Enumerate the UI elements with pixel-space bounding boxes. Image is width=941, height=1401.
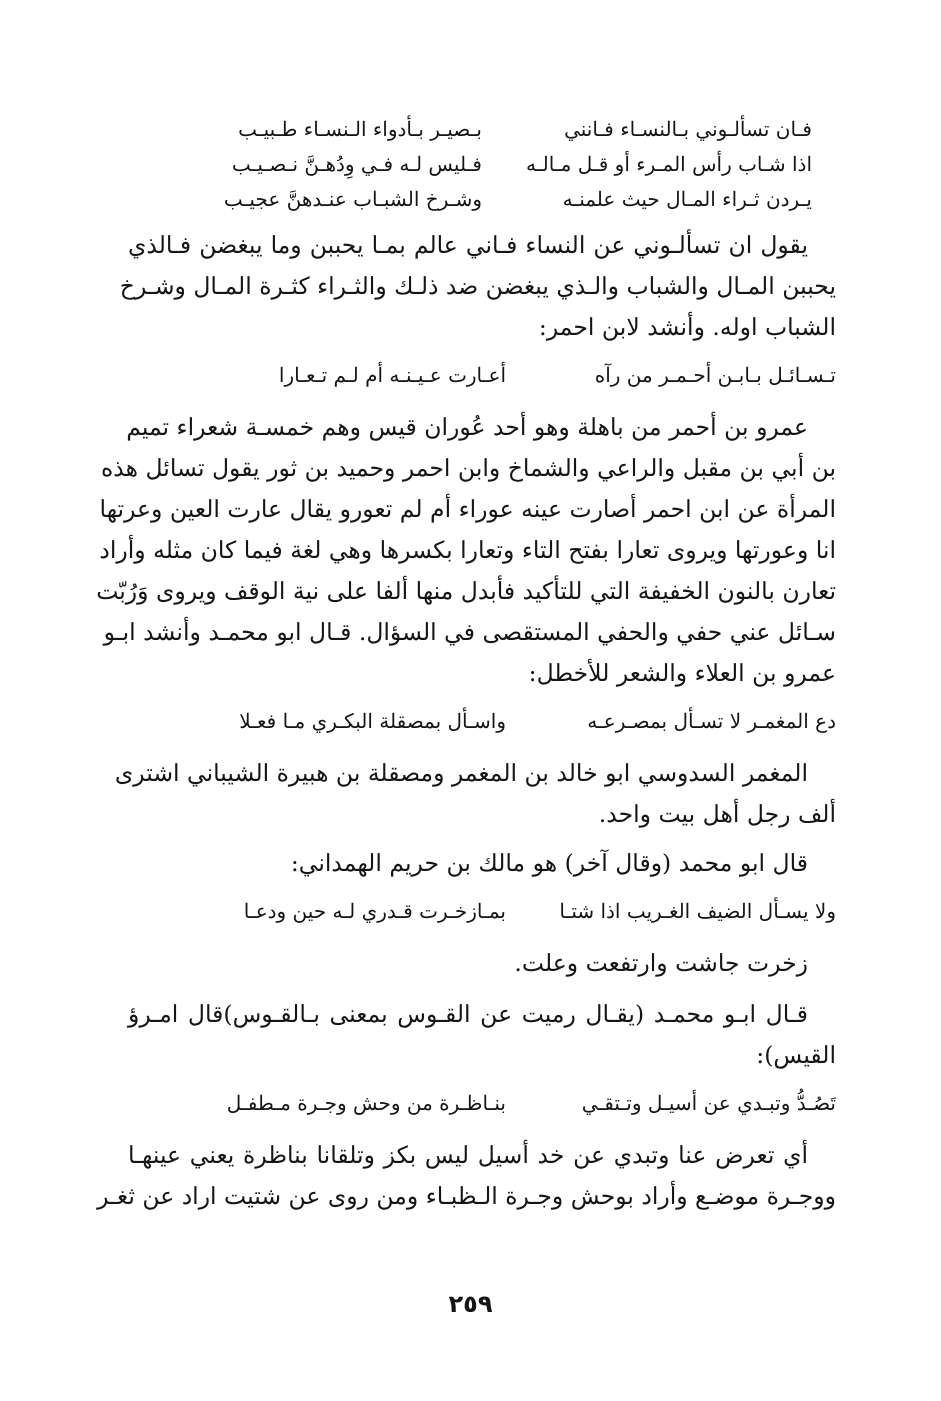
paragraph-commentary-4 [128,994,836,1076]
verse-line [182,147,812,182]
hemistich-second: واسـأل بمصقلة البكـري مـا فعـلا [239,709,506,733]
verse-line [182,182,812,217]
paragraph-commentary-3 [114,753,836,835]
page-number: ٢٥٩ [448,1290,493,1318]
hemistich-first: فـان تسألـوني بـالنسـاء فـانني [564,117,812,141]
paragraph-attribution: قال ابو محمد (وقال آخر) هو مالك بن حريم الهمداني: [290,849,808,877]
text-line: تعارن بالنون الخفيفة التي للتأكيد فأبدل منها ألفا على نية الوقف ويروى وَرُبّت [96,577,836,605]
text-line: القيس): [756,1041,836,1069]
text-line: المغمر السدوسي ابو خالد بن المغمر ومصقلة بن هبيرة الشيباني اشترى [114,759,808,787]
hemistich-second: بمـازخـرت قـدري لـه حين ودعـا [243,899,506,923]
text-line: قـال ابـو محمـد (يقـال رميت عن القـوس بمعنى بـالقـوس)قال امـرؤ [128,1000,808,1028]
verse-line-hamdani [206,894,836,929]
text-line: عمرو بن العلاء والشعر للأخطل: [528,659,836,687]
page-content [96,112,836,1225]
hemistich-first: تَصُـدُّ وتبـدي عن أسيـل وتـتقـي [581,1091,836,1115]
verse-line-ibn-ahmar [206,358,836,393]
text-line: المرأة عن ابن احمر أصارت عينه عوراء أم لم تعورو يقال عارت العين وعرتها [99,495,836,523]
hemistich-second: بـصيـر بـأدواء الـنسـاء طـبيـب [238,117,482,141]
text-line: أي تعرض عنا وتبدي عن خد أسيل ليس بكز وتلقانا بناظرة يعني عينهـا [128,1141,808,1169]
hemistich-first: يـردن ثـراء المـال حيث علمنـه [562,187,812,211]
text-line: ألف رجل أهل بيت واحد. [598,800,836,828]
hemistich-first: تـسـائـل بـابـن أحـمـر من رآه [594,363,836,387]
text-line: انا وعورتها ويروى تعارا بفتح التاء وتعارا بكسرها وهي لغة فيما كان مثله وأراد [99,536,836,564]
verse-block-top [128,112,836,217]
paragraph-gloss: زخرت جاشت وارتفعت وعلت. [514,949,808,977]
paragraph-commentary-2 [96,407,836,694]
hemistich-first: اذا شـاب رأس المـرء أو قـل مـالـه [526,152,812,176]
paragraph-commentary-1 [119,225,836,348]
text-line: يحببن المـال والشباب والـذي يبغضن ضد ذلـك والثـراء كثـرة المـال وشـرخ [119,272,836,300]
verse-line-akhtal [206,704,836,739]
hemistich-second: أعـارت عـيـنـه أم لـم تـعـارا [278,363,506,387]
text-line: سـائل عني حفي والحفي المستقصى في السؤال. قـال ابو محمـد وأنشد ابـو [103,618,836,646]
verse-line-imru-al-qays [206,1086,836,1121]
text-line: عمرو بن أحمر من باهلة وهو أحد عُوران قيس وهم خمسـة شعراء تميم [126,413,808,441]
text-line: يقول ان تسألـوني عن النساء فـاني عالم بمـا يحببن وما يبغضن فـالذي [128,231,808,259]
text-line: الشباب اوله. وأنشد لابن احمر: [538,313,836,341]
paragraph-commentary-5 [97,1135,836,1217]
text-line: ووجـرة موضـع وأراد بوحش وجـرة الـظبـاء ومن روى عن شتيت اراد عن ثغـر [97,1182,836,1210]
hemistich-first: ولا يسـأل الضيف الغـريب اذا شتـا [559,899,836,923]
hemistich-second: فـليس لـه فـي وِدُهـنَّ نـصـيـب [231,152,482,176]
verse-line [182,112,812,147]
hemistich-first: دع المغمـر لا تسـأل بمصـرعـه [587,709,836,733]
hemistich-second: بنـاظـرة من وحش وجـرة مـطفـل [226,1091,506,1115]
hemistich-second: وشـرخ الشبـاب عنـدهنَّ عجيـب [223,187,482,211]
text-line: بن أبي بن مقبل والراعي والشماخ وابن احمر وحميد بن ثور يقول تسائل هذه [101,454,836,482]
